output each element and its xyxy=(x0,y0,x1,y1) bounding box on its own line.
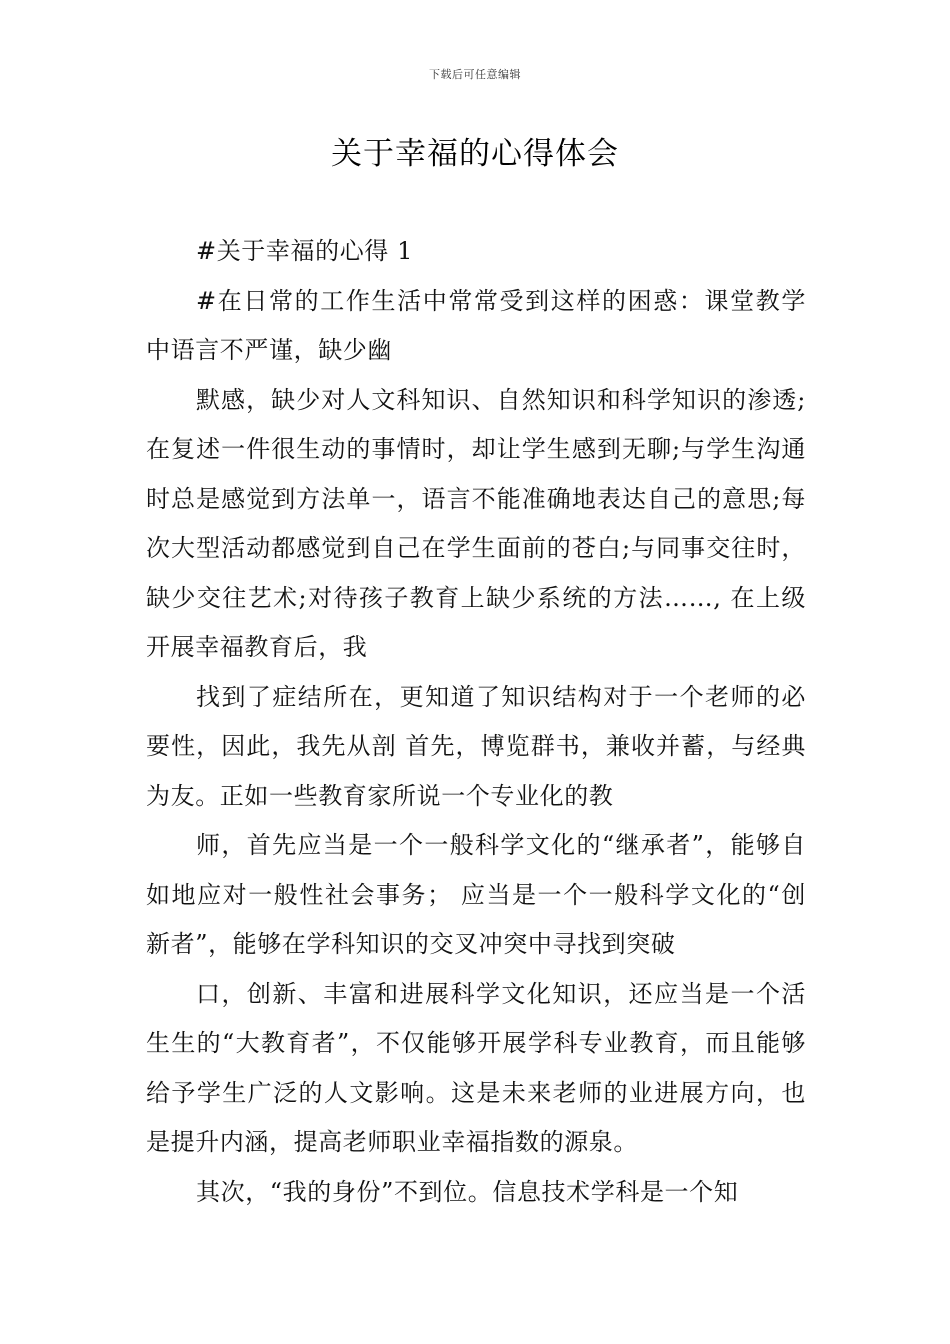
paragraph-4: 找到了症结所在，更知道了知识结构对于一个老师的必要性，因此，我先从剖 首先，博览群书，兼收并蓄，与经典为友。正如一些教育家所说一个专业化的教 xyxy=(146,682,806,810)
document-title: 关于幸福的心得体会 xyxy=(331,136,619,172)
paragraph-1: #关于幸福的心得 1 xyxy=(196,237,414,265)
paragraph-3: 默感，缺少对人文科知识、自然知识和科学知识的渗透;在复述一件很生动的事情时，却让学生感到无聊;与学生沟通时总是感觉到方法单一，语言不能准确地表达自己的意思;每次大型活动都感觉到自己在学生面前的苍白;与同事交往时，缺少交往艺术;对待孩子教育上缺少系统的方法……, 在上级开展幸福教育后，我 xyxy=(146,385,806,661)
paragraph-7: 其次，“我的身份”不到位。信息技术学科是一个知 xyxy=(196,1177,739,1206)
paragraph-2: #在日常的工作生活中常常受到这样的困惑：课堂教学中语言不严谨，缺少幽 xyxy=(146,286,806,364)
paragraph-6: 口，创新、丰富和进展科学文化知识，还应当是一个活生生的“大教育者”，不仅能够开展学科专业教育，而且能够给予学生广泛的人文影响。这是未来老师的业进展方向，也是提升内涵，提高老师职业幸福指数的源泉。 xyxy=(146,979,806,1156)
header-note: 下载后可任意编辑 xyxy=(429,68,521,81)
document-body xyxy=(146,227,806,1217)
paragraph-5: 师，首先应当是一个一般科学文化的“继承者”，能够自如地应对一般性社会事务； 应当是一个一般科学文化的“创新者”，能够在学科知识的交叉冲突中寻找到突破 xyxy=(146,831,806,958)
